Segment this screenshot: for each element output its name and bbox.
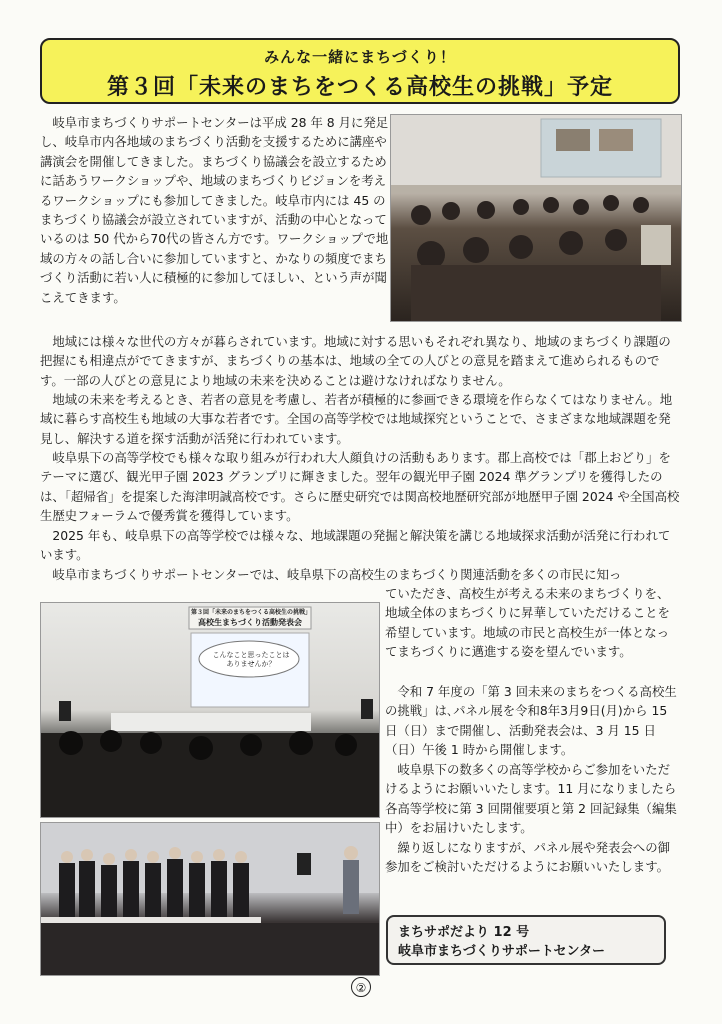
students-group-photo	[40, 822, 380, 976]
slide-bubble-1: こんなこと思ったことは	[212, 651, 290, 659]
page-subtitle: みんな一緒にまちづくり！	[264, 48, 456, 66]
paragraph-2: 地域には様々な世代の方々が暮らされています。地域に対する思いもそれぞれ異なり、地域のまちづくり課題の把握にも相違点がでてきますが、まちづくりの基本は、地域の全ての人びとの意見を踏まえて進められるものです。一部の人びとの意見により地域の未来を決めることは避けなければなりません。	[40, 334, 671, 388]
paragraph-5: 2025 年も、岐阜県下の高等学校では様々な、地域課題の発掘と解決策を講じる地域探求活動が活発に行われています。	[40, 528, 671, 563]
title-banner	[40, 38, 680, 104]
newsletter-issue: まちサポだより 12 号	[398, 925, 530, 940]
paragraph-8: 岐阜県下の数多くの高等学校からご参加をいただけるようにお願いいたします。11 月になりましたら各高等学校に第 3 回開催要項と第 2 回記録集（編集中）をお届けいたします。	[385, 762, 677, 836]
workshop-photo	[390, 114, 682, 322]
paragraph-1: 岐阜市まちづくりサポートセンターは平成 28 年 8 月に発足し、岐阜市内各地域のまちづくり活動を支援するために講座や講演会を開催してきました。まちづくり協議会を設立するために話あうワークショップや、地域のまちづくりビジョンを考えるワークショップにも参加してきました。岐阜市内には 45 のまちづくり協議会が設立されていますが、活動の中心となっているのは 50 代から70代の皆さん方です。ワークショップで地域の方々の話し合いに参加していますと、かなりの頻度でまちづくり活動に若い人に積極的に参加してほしい、という声が聞こえてきます。	[40, 115, 389, 305]
page-title: 第３回「未来のまちをつくる高校生の挑戦」予定	[106, 75, 613, 100]
paragraph-6-continued: ていただき、高校生が考える未来のまちづくりを、地域全体のまちづくりに昇華していただけることを希望しています。地域の市民と高校生が一体となってまちづくりに邁進する姿を望んでいます。	[385, 586, 670, 660]
paragraph-4: 岐阜県下の高等学校でも様々な取り組みが行われ大人顔負けの活動もあります。郡上高校では「郡上おどり」をテーマに選び、観光甲子園 2023 グランプリに輝きました。翌年の観光甲子園 2024 準グランプリを獲得したのは、「超帰省」を提案した海津明誠高校です。さらに歴史研究では関高校地歴研究部が地歴甲子園 2024 や全国高校生歴史フォーラムで優秀賞を獲得しています。	[40, 450, 680, 524]
paragraph-6-start: 岐阜市まちづくりサポートセンターでは、岐阜県下の高校生のまちづくり関連活動を多くの市民に知っ	[52, 567, 622, 582]
slide-bubble-2: ありませんか？	[226, 660, 276, 668]
newsletter-footer	[386, 915, 666, 965]
banner-text-1: 第３回「未来のまちをつくる高校生の挑戦」	[191, 609, 312, 616]
paragraph-3: 地域の未来を考えるとき、若者の意見を考慮し、若者が積極的に参画できる環境を作らなくてはなりません。地域に暮らす高校生も地域の大事な若者です。全国の高等学校では地域探究ということで、さまざまな地域課題を発見し、解決する道を探す活動が活発に行われています。	[40, 392, 673, 446]
banner-text-2: 高校生まちづくり活動発表会	[198, 618, 302, 627]
presentation-photo	[40, 602, 380, 818]
publisher-name: 岐阜市まちづくりサポートセンター	[398, 944, 605, 959]
paragraph-9: 繰り返しになりますが、パネル展や発表会への御参加をご検討いただけるようにお願いいたします。	[385, 840, 670, 875]
paragraph-7: 令和 7 年度の「第 3 回未来のまちをつくる高校生の挑戦」は､パネル展を令和8年3月9日(月)から 15 日（日）まで開催し、活動発表会は、3 月 15 日（日）午後 1 時から開催します。	[385, 684, 677, 758]
page-number: ②	[351, 977, 371, 997]
